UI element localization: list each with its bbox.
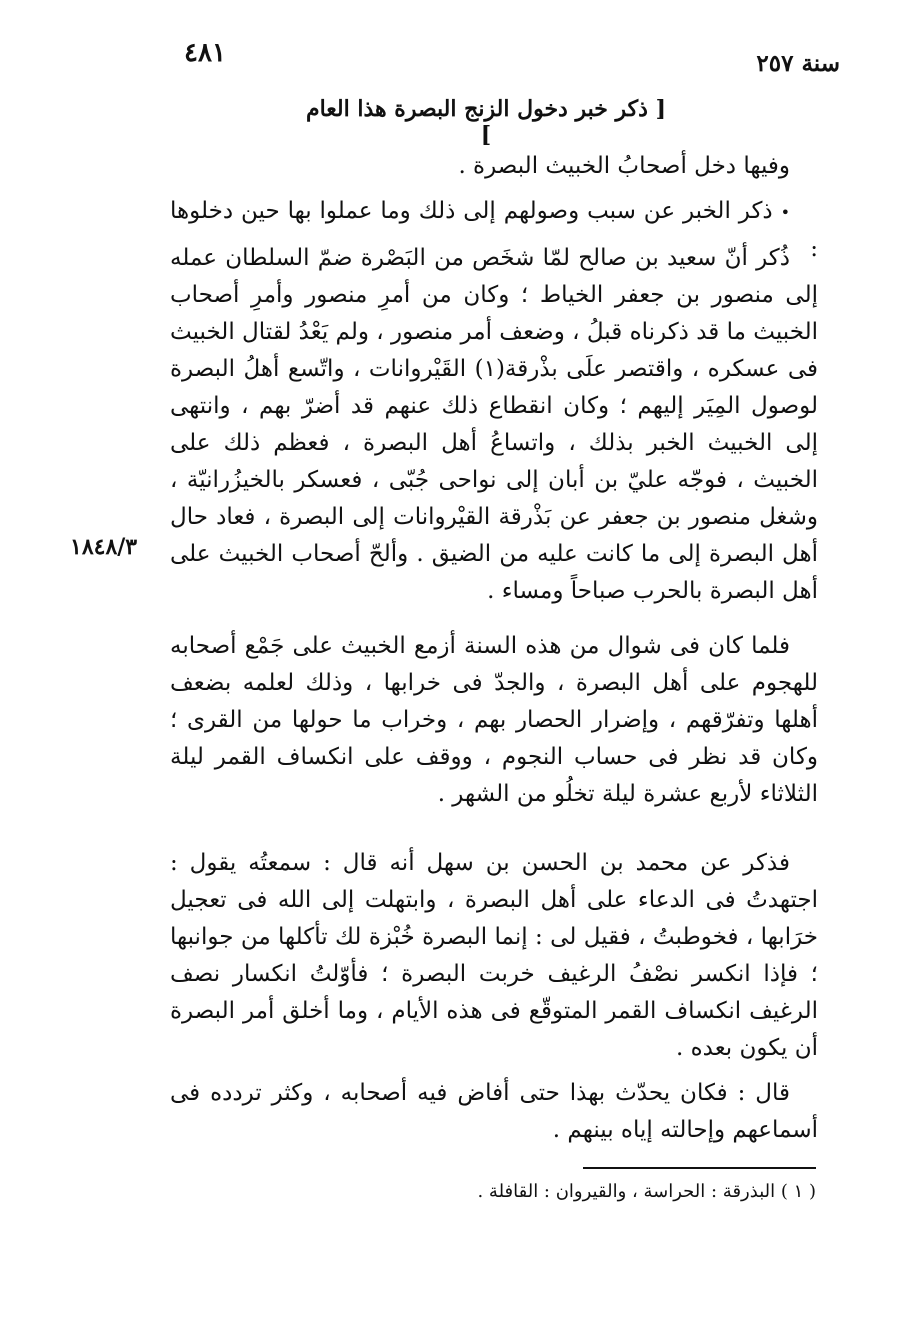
- paragraph-2-text: فلما كان فى شوال من هذه السنة أزمع الخبيث على جَمْع أصحابه للهجوم على أهل البصرة ، والجدّ فى خرابها ، وذلك لعلمه بضعف أهلها وتفرّقهم ، وإضرار الحصار بهم ، وخراب ما حولها من القرى ؛ وكان قد نظر فى حساب النجوم ، ووقف على انكساف القمر ليلة الثلاثاء لأربع عشرة ليلة تخلُو من الشهر .: [170, 633, 818, 807]
- intro-paragraph: [170, 148, 818, 185]
- footnote: ( ١ ) البذرقة : الحراسة ، والقيروان : القافلة .: [477, 1181, 816, 1202]
- paragraph-3-text: فذكر عن محمد بن الحسن بن سهل أنه قال : سمعتُه يقول : اجتهدتُ فى الدعاء على أهل البصرة ، وابتهلت إلى الله فى تعجيل خرَابها ، فخوطبتُ ، فقيل لى : إنما البصرة خُبْزة لك تأكلها من جوانبها ؛ فإذا انكسر نصْفُ الرغيف خربت البصرة ؛ فأوّلتُ انكسار نصف الرغيف انكساف القمر المتوقّع فى هذه الأيام ، وما أخلق أمر البصرة أن يكون بعده .: [170, 850, 818, 1061]
- section-title: [ ذكر خبر دخول الزنج البصرة هذا العام ]: [305, 96, 667, 148]
- intro-text: وفيها دخل أصحابُ الخبيث البصرة .: [458, 153, 790, 179]
- footnote-divider: [583, 1167, 816, 1169]
- paragraph-1-text: ذُكر أنّ سعيد بن صالح لمّا شخَص من البَصْرة ضمّ السلطان عمله إلى منصور بن جعفر الخياط ؛ وكان من أمرِ منصور وأمرِ أصحاب الخبيث ما قد ذكرناه قبلُ ، وضعف أمر منصور ، ولم يَعْدُ لقتال الخبيث فى عسكره ، واقتصر علَى بذْرقة(١) القَيْروانات ، واتّسع أهلُ البصرة لوصول المِيَر إليهم ؛ وكان انقطاع ذلك عنهم قد أضرّ بهم ، وانتهى إلى الخبيث الخبر بذلك ، واتساعُ أهل البصرة ، فعظم ذلك على الخبيث ، فوجّه عليّ بن أبان إلى نواحى جُبّى ، فعسكر بالخيزُرانيّة ، وشغل منصور بن جعفر عن بَذْرقة القيْروانات إلى البصرة ، فعاد حال أهل البصرة إلى ما كانت عليه من الضيق . وألحّ أصحاب الخبيث على أهل البصرة بالحرب صباحاً ومساء .: [170, 245, 818, 604]
- paragraph-2: [170, 628, 818, 813]
- paragraph-4: [170, 1075, 818, 1149]
- topic-text: ذكر الخبر عن سبب وصولهم إلى ذلك وما عملوا بها حين دخلوها :: [170, 198, 818, 262]
- paragraph-4-text: قال : فكان يحدّث بهذا حتى أفاض فيه أصحابه ، وكثر تردده فى أسماعهم وإحالته إياه بينهم .: [170, 1080, 818, 1143]
- paragraph-3: [170, 845, 818, 1067]
- paragraph-1: [170, 240, 818, 610]
- margin-reference: ١٨٤٨/٣: [70, 534, 138, 560]
- year-header: سنة ٢٥٧: [756, 50, 840, 77]
- bullet-icon: •: [780, 203, 790, 222]
- page-number: ٤٨١: [184, 38, 226, 68]
